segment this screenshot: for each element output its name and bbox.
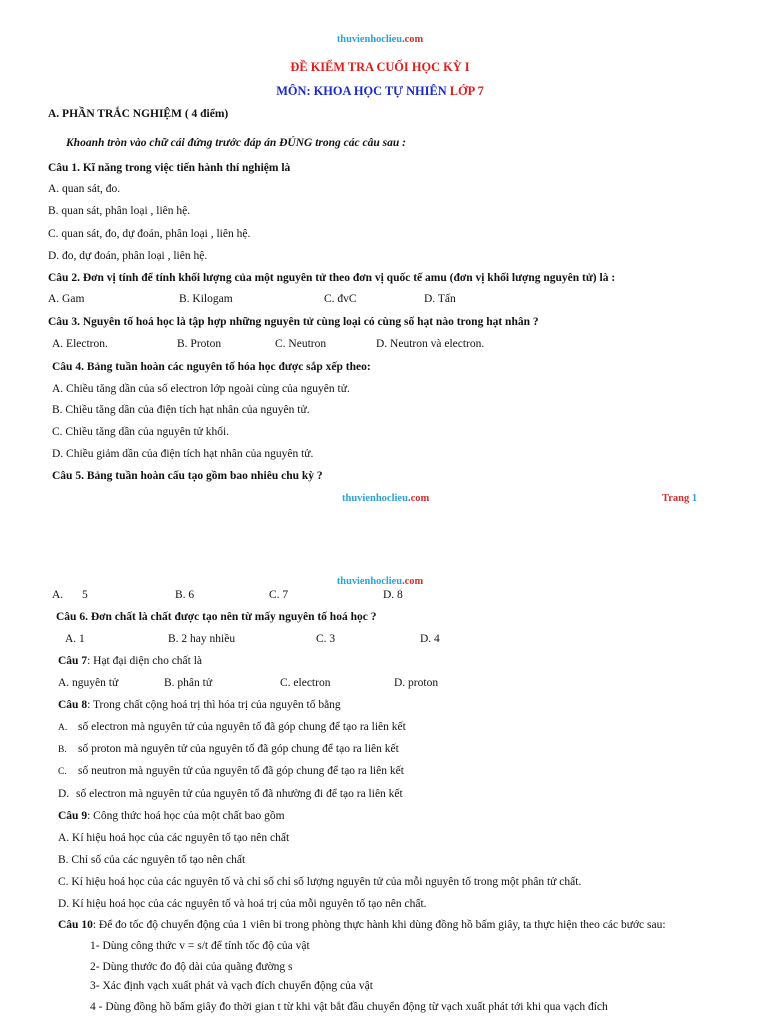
site-domain-2: .com (402, 576, 424, 587)
exam-subject (0, 84, 760, 99)
q8-option-d: số electron mà nguyên tử của nguyên tố đã nhường đi để tạo ra liên kết (76, 788, 403, 800)
q9-option-b: B. Chỉ số của các nguyên tố tạo nên chất (58, 854, 246, 866)
q5-option-b: B. 6 (175, 589, 195, 601)
q9-label: Câu 9 (58, 810, 88, 822)
q9-text: : Công thức hoá học của một chất bao gồm (87, 810, 285, 822)
q2-option-c: C. đvC (324, 293, 357, 305)
question-3: Câu 3. Nguyên tố hoá học là tập hợp những nguyên tử cùng loại có cùng số hạt nào trong hạt nhân ? (48, 316, 539, 328)
q3-option-b: B. Proton (177, 338, 222, 350)
exam-title: ĐỀ KIỂM TRA CUỐI HỌC KỲ I (290, 60, 470, 74)
q6-option-c: C. 3 (316, 633, 336, 645)
q7-text: : Hạt đại diện cho chất là (87, 655, 203, 667)
site-name: thuvienhoclieu (336, 34, 403, 45)
question-5: Câu 5. Bảng tuần hoàn cấu tạo gồm bao nhiêu chu kỳ ? (52, 470, 323, 482)
q4-option-a: A. Chiều tăng dần của số electron lớp ngoài cùng của nguyên tử. (52, 383, 350, 395)
q10-text: : Để đo tốc độ chuyển động của 1 viên bi trong phòng thực hành khi dùng đồng hồ bấm giây, ta thực hiện theo các bước sau: (92, 919, 666, 931)
q8-option-a-letter: A. (58, 723, 68, 733)
q5-option-a-letter: A. (52, 589, 64, 601)
q8-label: Câu 8 (58, 699, 88, 711)
q10-step-4: 4 - Dùng đồng hồ bấm giây đo thời gian t từ khi vật bắt đầu chuyển động từ vạch xuất phát tới khi qua vạch đích (90, 1001, 608, 1013)
footer-site-name: thuvienhoclieu (342, 493, 408, 504)
page-label: Trang (662, 493, 692, 504)
page-num: 1 (691, 493, 698, 504)
q4-option-d: D. Chiều giảm dần của điện tích hạt nhân của nguyên tử. (52, 448, 314, 460)
q3-option-d: D. Neutron và electron. (376, 338, 485, 350)
q9-option-c: C. Kí hiệu hoá học của các nguyên tố và chỉ số chỉ số lượng nguyên tử của mỗi nguyên tố trong một phân tử chất. (58, 876, 582, 888)
q9-option-a: A. Kí hiệu hoá học của các nguyên tố tạo nên chất (58, 832, 290, 844)
question-10 (58, 919, 666, 931)
instruction: Khoanh tròn vào chữ cái đứng trước đáp án ĐÚNG trong các câu sau : (66, 137, 406, 149)
q4-option-b: B. Chiều tăng dần của điện tích hạt nhân của nguyên tử. (52, 404, 310, 416)
q6-option-a: A. 1 (65, 633, 85, 645)
q1-option-c: C. quan sát, đo, dự đoán, phân loại , liên hệ. (48, 228, 251, 240)
question-2: Câu 2. Đơn vị tính để tính khối lượng của một nguyên tử theo đơn vị quốc tế amu (đơn vị khối lượng nguyên tử) là : (48, 272, 616, 284)
q7-option-c: C. electron (280, 677, 331, 689)
q8-option-b: số proton mà nguyên tử của nguyên tố đã góp chung để tạo ra liên kết (78, 743, 399, 755)
q8-option-b-letter: B. (58, 745, 67, 755)
q6-option-d: D. 4 (420, 633, 440, 645)
q8-text: : Trong chất cộng hoá trị thì hóa trị của nguyên tố bằng (87, 699, 341, 711)
q4-option-c: C. Chiều tăng dần của nguyên tử khối. (52, 426, 230, 438)
q3-option-c: C. Neutron (275, 338, 327, 350)
q5-option-d: D. 8 (383, 589, 403, 601)
q10-step-2: 2- Dùng thước đo độ dài của quãng đường s (90, 961, 293, 973)
q8-option-c-letter: C. (58, 767, 67, 777)
question-8 (58, 699, 341, 711)
q1-option-b: B. quan sát, phân loại , liên hệ. (48, 205, 191, 217)
q2-option-b: B. Kilogam (179, 293, 233, 305)
q7-option-a: A. nguyên tử (58, 677, 119, 689)
question-1: Câu 1. Kĩ năng trong việc tiến hành thí nghiệm là (48, 162, 291, 174)
site-name-2: thuvienhoclieu (336, 576, 403, 587)
q8-option-d-letter: D. (58, 788, 70, 800)
q10-step-1: 1- Dùng công thức v = s/t để tính tốc độ của vật (90, 940, 310, 952)
site-header-2 (0, 576, 760, 587)
page-number (662, 493, 697, 504)
question-7 (58, 655, 202, 667)
q7-option-b: B. phân tử (164, 677, 213, 689)
q10-label: Câu 10 (58, 919, 93, 931)
q1-option-d: D. đo, dự đoán, phân loại , liên hệ. (48, 250, 208, 262)
subject-grade: LỚP 7 (449, 84, 484, 98)
footer-site-domain: .com (407, 493, 430, 504)
question-6: Câu 6. Đơn chất là chất được tạo nên từ mấy nguyên tố hoá học ? (56, 611, 377, 623)
q7-label: Câu 7 (58, 655, 88, 667)
section-heading: A. PHẦN TRẮC NGHIỆM ( 4 điểm) (48, 108, 229, 120)
q8-option-c: số neutron mà nguyên tử của nguyên tố đã góp chung để tạo ra liên kết (78, 765, 404, 777)
q7-option-d: D. proton (394, 677, 439, 689)
q2-option-a: A. Gam (48, 293, 85, 305)
q6-option-b: B. 2 hay nhiều (168, 633, 236, 645)
site-header (0, 34, 760, 45)
q1-option-a: A. quan sát, đo. (48, 183, 121, 195)
subject-name: MÔN: KHOA HỌC TỰ NHIÊN (276, 84, 450, 98)
q9-option-d: D. Kí hiệu hoá học của các nguyên tố và hoá trị của mỗi nguyên tố tạo nên chất. (58, 898, 427, 910)
footer-site (342, 493, 429, 504)
q8-option-a: số electron mà nguyên tử của nguyên tố đã góp chung để tạo ra liên kết (78, 721, 406, 733)
q10-step-3: 3- Xác định vạch xuất phát và vạch đích chuyển động của vật (90, 980, 373, 992)
question-4: Câu 4. Bảng tuần hoàn các nguyên tố hóa học được sắp xếp theo: (52, 361, 371, 373)
q3-option-a: A. Electron. (52, 338, 108, 350)
q5-option-c: C. 7 (269, 589, 289, 601)
q2-option-d: D. Tấn (424, 293, 456, 305)
q5-option-a: 5 (82, 589, 88, 601)
question-9 (58, 810, 285, 822)
site-domain: .com (402, 34, 424, 45)
